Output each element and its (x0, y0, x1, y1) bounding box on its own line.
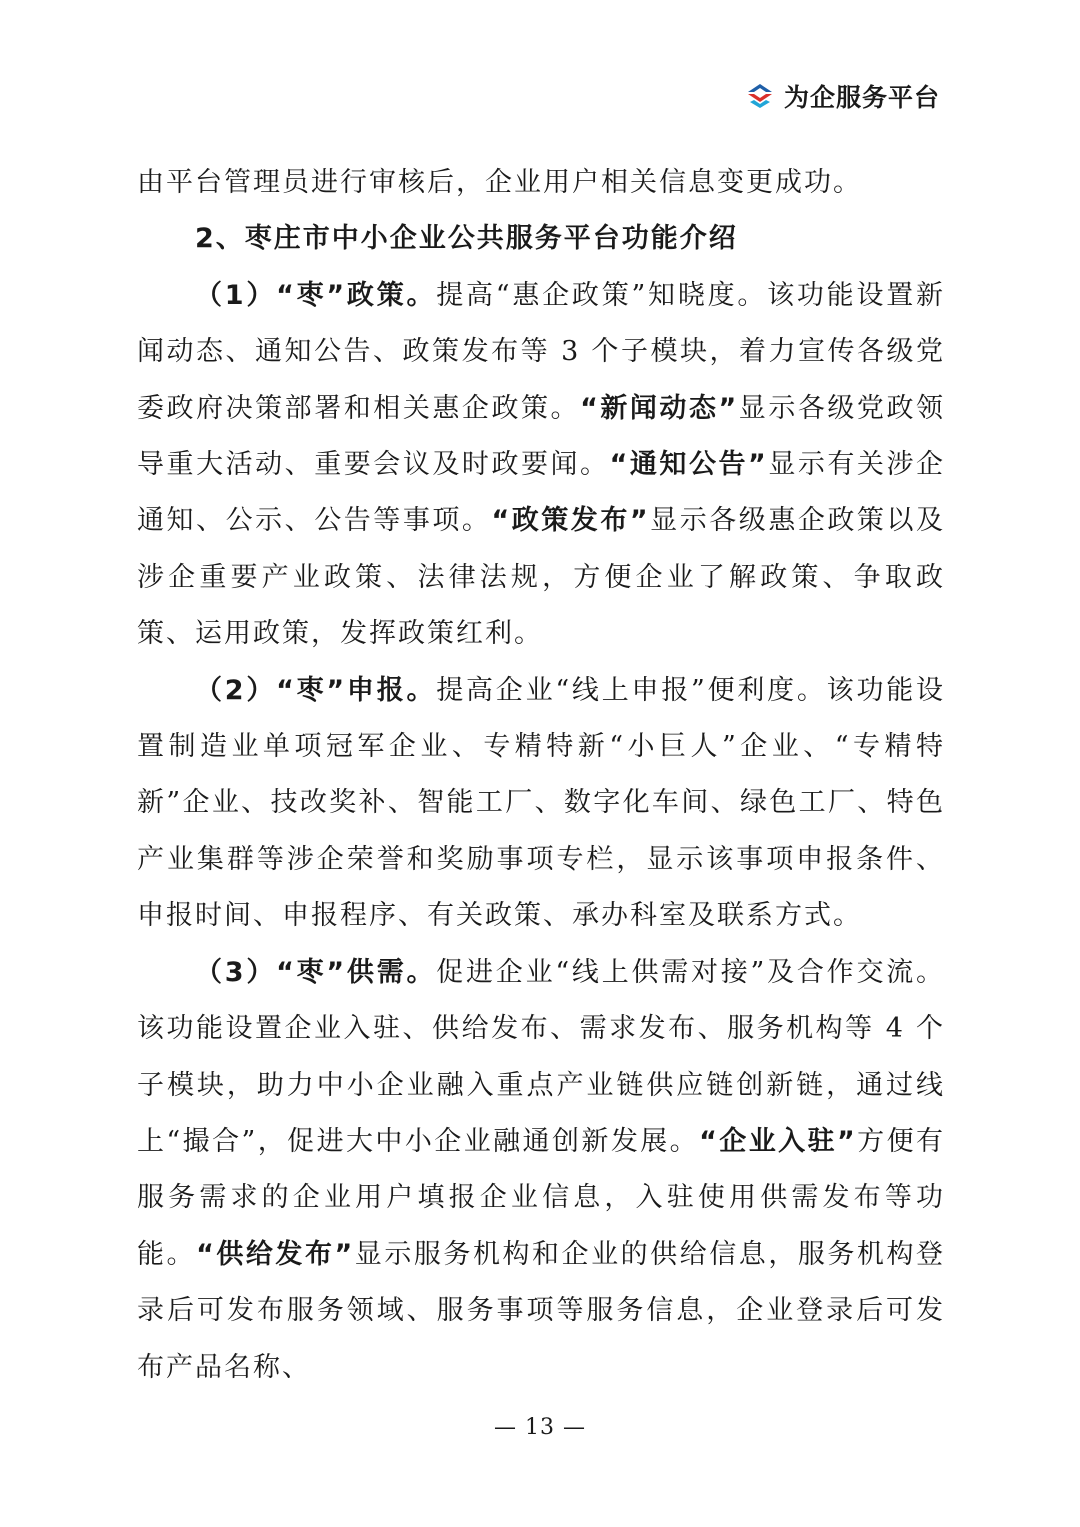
section-lead-declaration: （2）“枣”申报。 (195, 674, 437, 706)
brand-name: 为企服务平台 (783, 83, 940, 112)
page-number: — 13 — (494, 1415, 586, 1440)
declaration-text-1: 提高企业“线上申报”便利度。该功能设置制造业单项冠军企业、专精特新“小巨人”企业、“专精特新”企业、技改奖补、智能工厂、数字化车间、绿色工厂、特色产业集群等涉企荣誉和奖励事项专栏，显示该事项申报条件、申报时间、申报程序、有关政策、承办科室及联系方式。 (137, 674, 946, 932)
paragraph-continuation: 由平台管理员进行审核后，企业用户相关信息变更成功。 (137, 167, 862, 198)
section-lead-supply-demand: （3）“枣”供需。 (195, 956, 437, 988)
document-body (137, 155, 945, 1396)
section-heading: 2、枣庄市中小企业公共服务平台功能介绍 (195, 223, 738, 255)
policy-bold-news: “新闻动态” (580, 392, 739, 424)
paragraph-declaration (137, 663, 945, 945)
platform-logo-icon (744, 80, 776, 112)
supply-bold-supply: “供给发布” (196, 1238, 355, 1270)
supply-text-1: 促进企业“线上供需对接”及合作交流。该功能设置企业入驻、供给发布、需求发布、服务机构等 4 个子模块，助力中小企业融入重点产业链供应链创新链，通过线上“撮合”，促进大中小企业融通创新发展。 (137, 956, 946, 1157)
policy-text-1: 提高“惠企政策”知晓度。该功能设置新闻动态、通知公告、政策发布等 3 个子模块，着力宣传各级党委政府决策部署和相关惠企政策。 (137, 279, 946, 424)
section-lead-policy: （1）“枣”政策。 (195, 279, 437, 311)
policy-text-3: 显示有关涉企通知、公示、公告等事项。 (137, 449, 946, 537)
supply-bold-settle: “企业入驻” (699, 1125, 857, 1157)
paragraph-policy (137, 268, 945, 663)
paragraph-supply-demand (137, 945, 945, 1396)
policy-bold-notice: “通知公告” (609, 449, 768, 481)
supply-text-3: 显示服务机构和企业的供给信息，服务机构登录后可发布服务领域、服务事项等服务信息，企业登录后可发布产品名称、 (137, 1238, 946, 1383)
policy-text-2: 显示各级党政领导重大活动、重要会议及时政要闻。 (137, 392, 946, 481)
supply-text-2: 方便有服务需求的企业用户填报企业信息，入驻使用供需发布等功能。 (137, 1125, 946, 1270)
brand-header (744, 78, 940, 114)
policy-text-4: 显示各级惠企政策以及涉企重要产业政策、法律法规，方便企业了解政策、争取政策、运用政策，发挥政策红利。 (137, 505, 946, 650)
policy-bold-release: “政策发布” (491, 505, 650, 537)
